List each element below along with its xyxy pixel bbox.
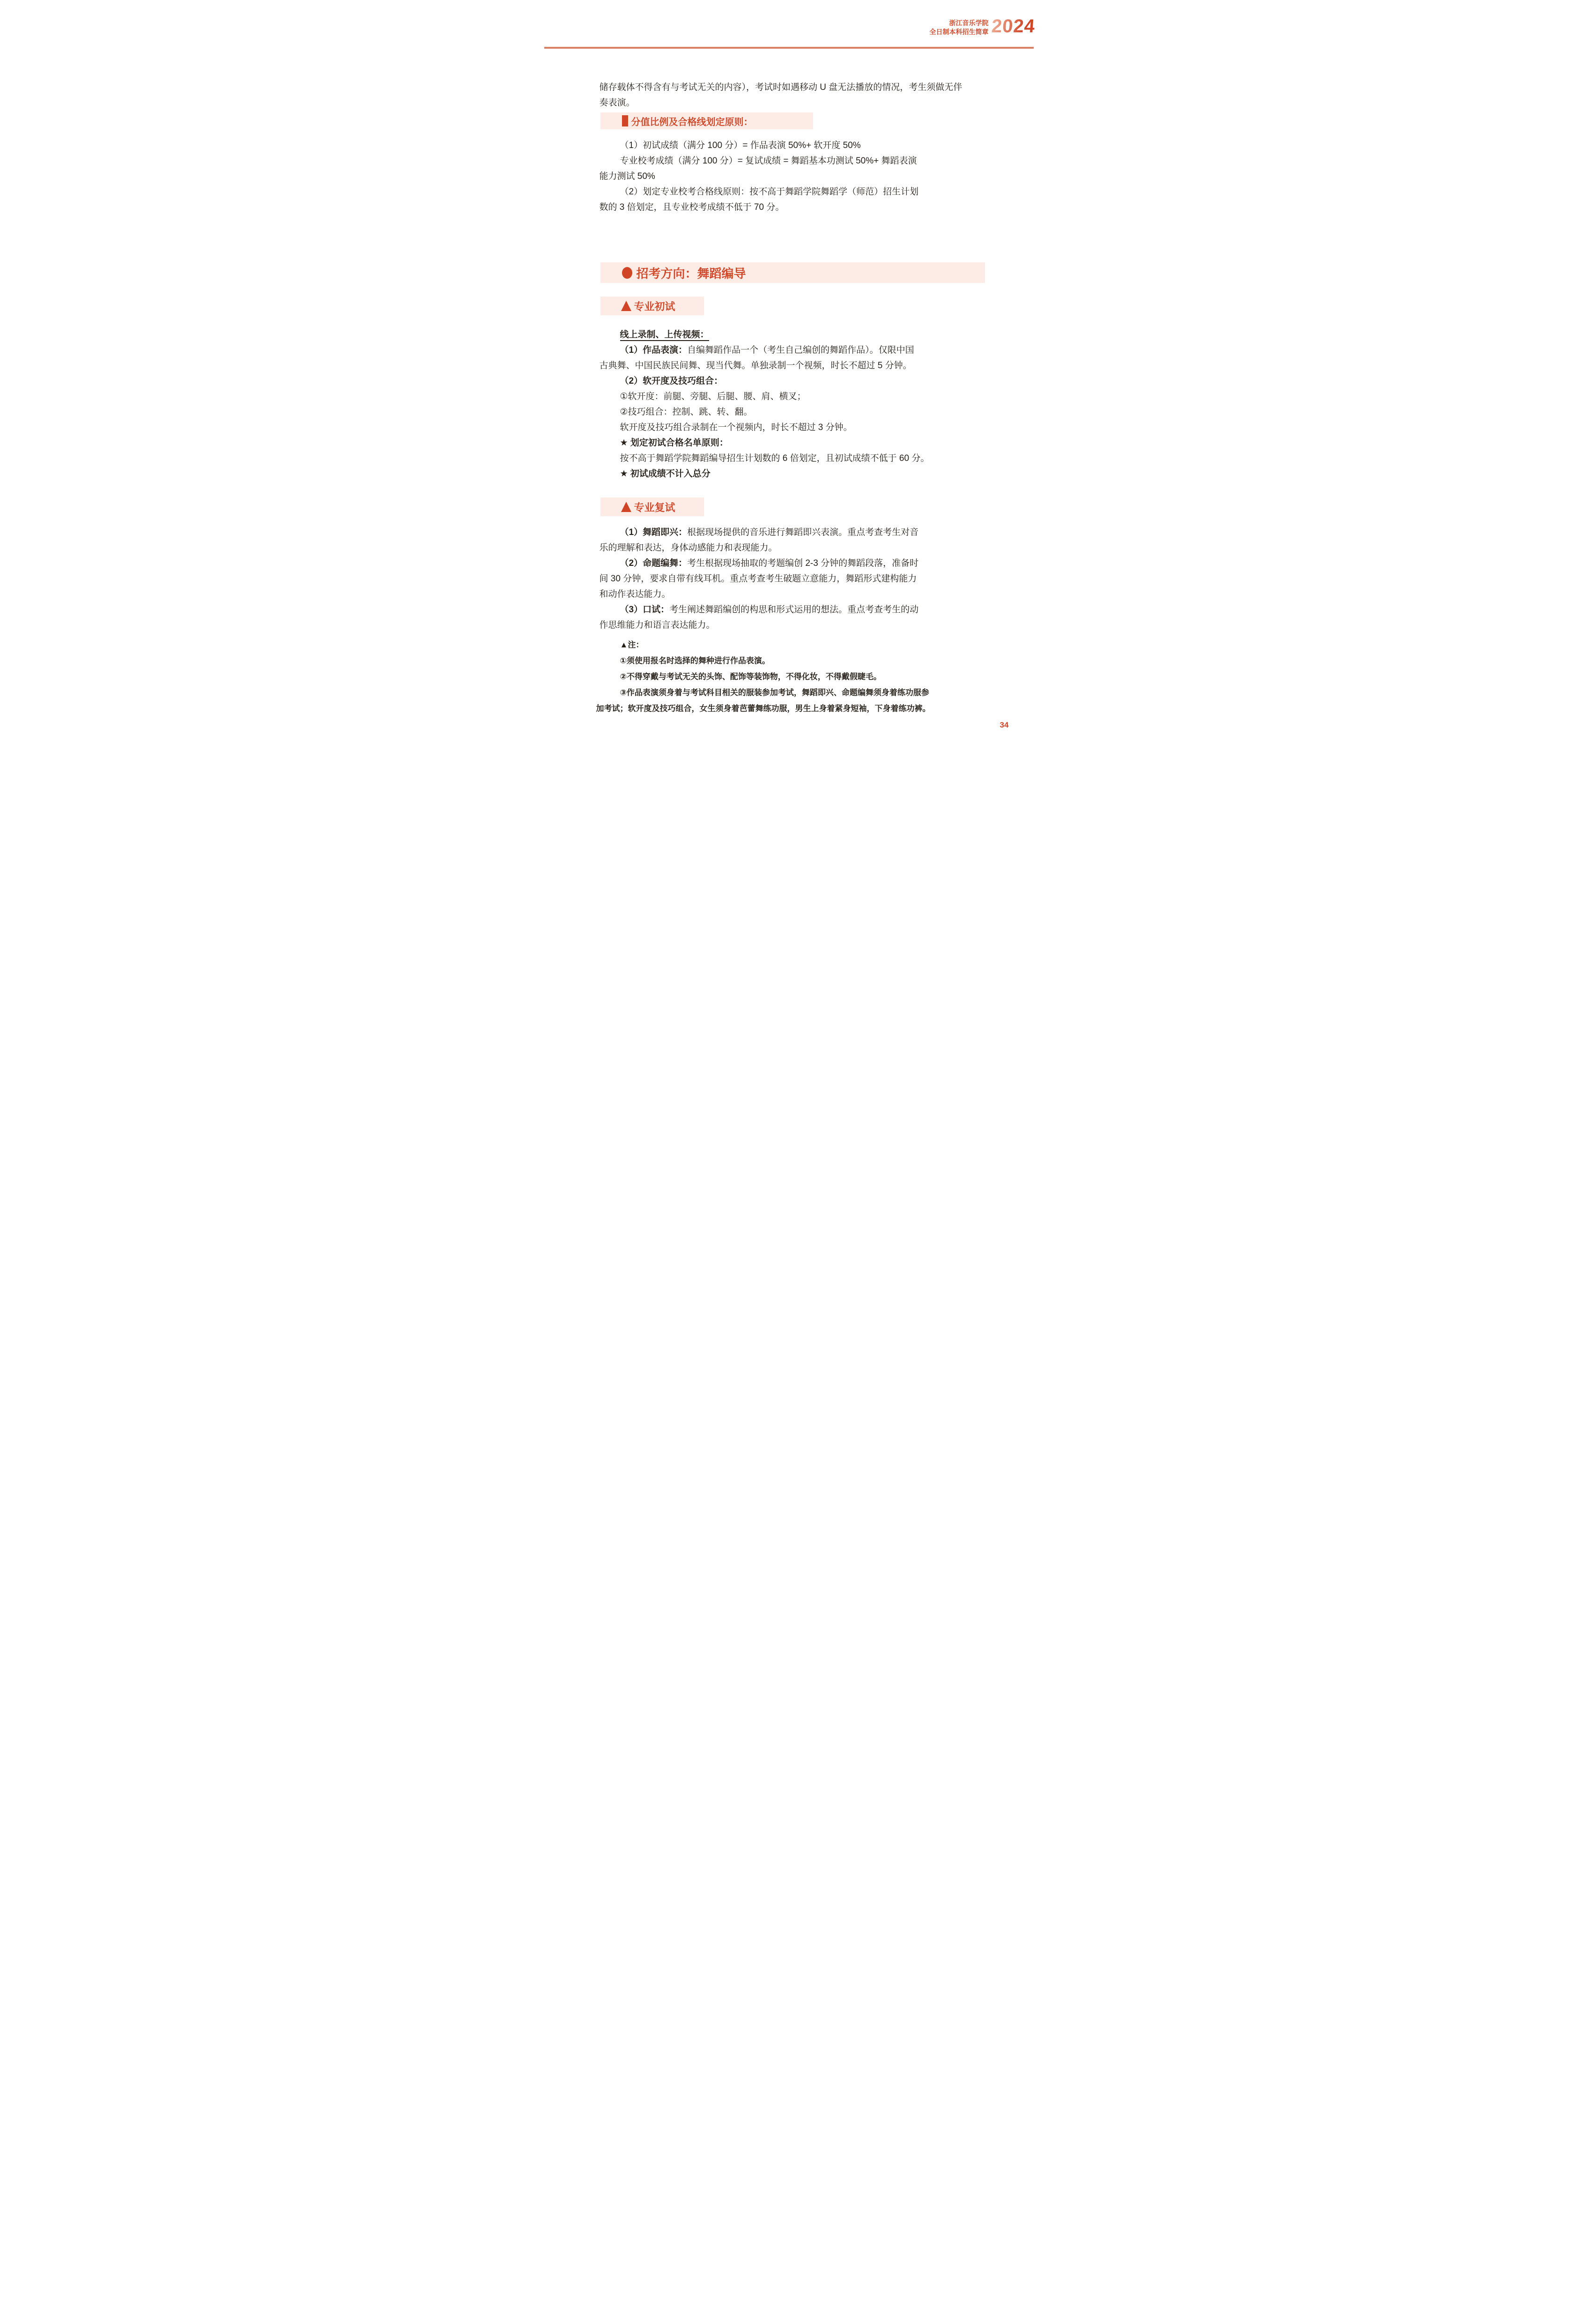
subsection-heading-text: 专业初试 — [634, 300, 675, 312]
text-line: 奏表演。 — [599, 98, 635, 108]
header-rule — [544, 47, 1034, 49]
direction-banner — [600, 262, 985, 283]
underlined-lead: 线上录制、上传视频： — [620, 330, 709, 341]
item-label: （1）作品表演： — [620, 345, 688, 355]
text-line: 软开度及技巧组合录制在一个视频内，时长不超过 3 分钟。 — [620, 423, 852, 432]
text-line — [600, 556, 993, 571]
section-heading-text: 分值比例及合格线划定原则： — [631, 117, 753, 127]
circle-bullet-icon — [622, 267, 632, 279]
text-line: 数的 3 倍划定，且专业校考成绩不低于 70 分。 — [599, 202, 785, 212]
text-line: 古典舞、中国民族民间舞、现当代舞。单独录制一个视频，时长不超过 5 分钟。 — [599, 361, 912, 371]
item-text: 根据现场提供的音乐进行舞蹈即兴表演。重点考查考生对音 — [687, 527, 919, 537]
year-label: 2024 — [990, 16, 1036, 37]
note-line: 加考试；软开度及技巧组合，女生须身着芭蕾舞练功服，男生上身着紧身短袖，下身着练功裤。 — [596, 704, 931, 713]
text-line: （2）软开度及技巧组合： — [620, 376, 723, 386]
second-round-content — [600, 525, 993, 633]
score-rules-paragraphs — [600, 138, 993, 215]
text-line: 和动作表达能力。 — [599, 589, 671, 599]
intro-paragraph — [600, 80, 993, 111]
subsection-heading-text: 专业复试 — [634, 501, 675, 513]
text-line: ★ 初试成绩不计入总分 — [620, 469, 711, 479]
text-line: ★ 划定初试合格名单原则： — [620, 438, 728, 448]
notes-block — [596, 637, 1012, 717]
direction-banner-title: 招考方向：舞蹈编导 — [636, 266, 746, 281]
subsection-heading-first-round — [600, 297, 704, 315]
text-line: 储存载体不得含有与考试无关的内容），考试时如遇移动 U 盘无法播放的情况，考生须做无伴 — [599, 82, 962, 92]
text-line: 按不高于舞蹈学院舞蹈编导招生计划数的 6 倍划定，且初试成绩不低于 60 分。 — [620, 453, 930, 463]
text-line — [600, 327, 993, 342]
brochure-page — [526, 0, 1051, 775]
text-line — [600, 342, 993, 358]
note-line: ①须使用报名时选择的舞种进行作品表演。 — [620, 656, 770, 665]
text-line: ①软开度：前腿、旁腿、后腿、腰、肩、横叉； — [620, 392, 806, 401]
section-heading-score-rules — [600, 112, 813, 129]
text-line: ②技巧组合：控制、跳、转、翻。 — [620, 407, 753, 417]
notes-heading: ▲注： — [620, 640, 644, 649]
triangle-bullet-icon — [621, 301, 631, 311]
triangle-bullet-icon — [621, 502, 631, 512]
subsection-heading-second-round — [600, 497, 704, 516]
brochure-subtitle: 全日制本科招生简章 — [929, 28, 989, 36]
item-text: 自编舞蹈作品一个（考生自己编创的舞蹈作品）。仅限中国 — [687, 345, 914, 355]
square-bullet-icon — [622, 115, 628, 126]
item-label: （1）舞蹈即兴： — [620, 527, 688, 537]
text-line: （1）初试成绩（满分 100 分）= 作品表演 50%+ 软开度 50% — [620, 141, 861, 150]
header-titles — [930, 16, 989, 37]
text-line — [600, 602, 993, 617]
text-line: 作思维能力和语言表达能力。 — [599, 620, 715, 630]
school-name: 浙江音乐学院 — [949, 19, 989, 27]
page-number: 34 — [1000, 720, 1009, 729]
first-round-content — [600, 327, 993, 482]
item-label: （3）口试： — [620, 605, 670, 615]
page-header — [930, 16, 1035, 37]
note-line: ③作品表演须身着与考试科目相关的服装参加考试，舞蹈即兴、命题编舞须身着练功服参 — [620, 688, 929, 697]
item-label: （2）命题编舞： — [620, 558, 688, 568]
text-line: 能力测试 50% — [599, 171, 655, 181]
text-line: （2）划定专业校考合格线原则：按不高于舞蹈学院舞蹈学（师范）招生计划 — [620, 187, 919, 197]
item-text: 考生阐述舞蹈编创的构思和形式运用的想法。重点考查考生的动 — [669, 605, 919, 615]
item-text: 考生根据现场抽取的考题编创 2-3 分钟的舞蹈段落，准备时 — [687, 558, 919, 568]
text-line — [600, 525, 993, 540]
text-line: 专业校考成绩（满分 100 分）= 复试成绩 = 舞蹈基本功测试 50%+ 舞蹈表演 — [620, 156, 917, 166]
text-line: 乐的理解和表达，身体动感能力和表现能力。 — [599, 543, 777, 553]
text-line: 间 30 分钟，要求自带有线耳机。重点考查考生破题立意能力，舞蹈形式建构能力 — [599, 574, 917, 584]
note-line: ②不得穿戴与考试无关的头饰、配饰等装饰物，不得化妆，不得戴假睫毛。 — [620, 672, 881, 681]
